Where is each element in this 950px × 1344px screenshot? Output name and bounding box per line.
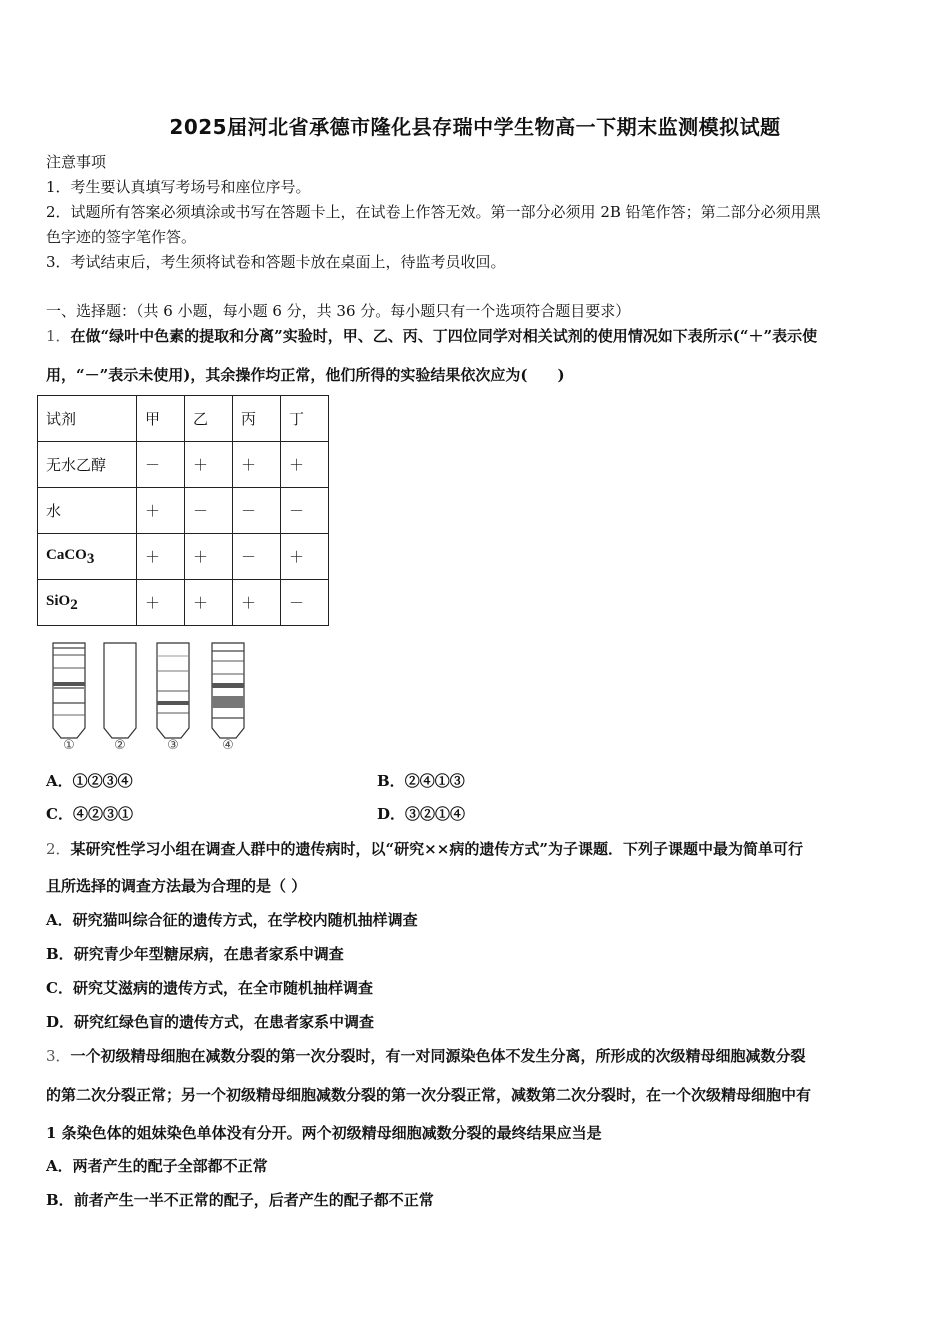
option-label: C．	[46, 979, 73, 997]
option-d	[377, 803, 465, 825]
tube-2	[104, 643, 136, 738]
tube-3	[157, 643, 189, 738]
table-row	[38, 488, 329, 534]
reagent-subscript: 2	[70, 597, 78, 613]
table-cell: ＋	[233, 442, 281, 488]
q3-option-a	[46, 1155, 268, 1177]
table-cell: ＋	[137, 534, 185, 580]
table-cell: －	[137, 442, 185, 488]
notice-item-2-cont: 色字迹的签字笔作答。	[46, 228, 197, 246]
option-c	[46, 803, 133, 825]
table-cell: －	[233, 534, 281, 580]
question-3-line-2: 的第二次分裂正常；另一个初级精母细胞减数分裂的第一次分裂正常，减数第二次分裂时，在一个次级精母细胞中有	[46, 1086, 812, 1104]
table-header-cell: 试剂	[38, 396, 137, 442]
table-cell: ＋	[233, 580, 281, 626]
option-text: 研究艾滋病的遗传方式，在全市随机抽样调查	[72, 979, 373, 997]
reagent-name	[38, 580, 137, 626]
option-label: B．	[377, 772, 405, 790]
question-1-line-1	[46, 325, 817, 347]
q3-option-b	[46, 1189, 434, 1211]
tube-label: ④	[222, 738, 234, 753]
table-cell: ＋	[137, 488, 185, 534]
table-header-cell: 丙	[233, 396, 281, 442]
table-header-cell: 乙	[185, 396, 233, 442]
question-2-line-1	[46, 838, 803, 860]
option-label: B．	[46, 945, 74, 963]
question-number: 3．	[46, 1047, 71, 1065]
table-cell: －	[233, 488, 281, 534]
question-text: 某研究性学习小组在调查人群中的遗传病时，以“研究××病的遗传方式”为子课题．下列子课题中最为简单可行	[70, 840, 803, 858]
page-title: 2025届河北省承德市隆化县存瑞中学生物高一下期末监测模拟试题	[169, 115, 781, 139]
table-cell: ＋	[281, 534, 329, 580]
notice-item-2: 2．试题所有答案必须填涂或书写在答题卡上，在试卷上作答无效。第一部分必须用 2B 铅笔作答；第二部分必须用黑	[46, 203, 821, 221]
chromatography-tubes-figure	[40, 638, 270, 753]
table-cell: ＋	[137, 580, 185, 626]
question-text: 一个初级精母细胞在减数分裂的第一次分裂时，有一对同源染色体不发生分离，所形成的次级精母细胞减数分裂	[70, 1047, 806, 1065]
table-cell: －	[281, 580, 329, 626]
table-row	[38, 534, 329, 580]
option-label: C．	[46, 805, 73, 823]
question-2-line-2: 且所选择的调查方法最为合理的是（ ）	[46, 877, 307, 895]
option-label: A．	[46, 772, 73, 790]
notice-heading: 注意事项	[46, 153, 107, 171]
option-text: 研究青少年型糖尿病，在患者家系中调查	[73, 945, 344, 963]
question-1-line-2: 用，“－”表示未使用)，其余操作均正常，他们所得的实验结果依次应为( )	[46, 366, 565, 384]
option-b	[377, 770, 465, 792]
question-text: 条染色体的姐妹染色单体没有分开。两个初级精母细胞减数分裂的最终结果应当是	[56, 1124, 602, 1142]
table-cell: －	[281, 488, 329, 534]
option-label: D．	[377, 805, 406, 823]
q2-option-c	[46, 977, 373, 999]
q2-option-d	[46, 1011, 374, 1033]
option-text: ②④①③	[404, 772, 465, 790]
option-text: ①②③④	[72, 772, 133, 790]
reagent-subscript: 3	[86, 551, 95, 567]
section-heading: 一、选择题：（共 6 小题，每小题 6 分，共 36 分。每小题只有一个选项符合题目要求）	[46, 302, 631, 320]
tube-label: ②	[114, 738, 126, 753]
reagent-formula: CaCO	[46, 547, 87, 563]
tube-label: ③	[167, 738, 179, 753]
reagent-name: 水	[38, 488, 137, 534]
option-label: D．	[46, 1013, 75, 1031]
table-header-cell: 丁	[281, 396, 329, 442]
question-3-line-1	[46, 1045, 806, 1067]
notice-item-1: 1．考生要认真填写考场号和座位序号。	[46, 178, 311, 196]
tube-1	[53, 643, 85, 738]
question-text: 在做“绿叶中色素的提取和分离”实验时，甲、乙、丙、丁四位同学对相关试剂的使用情况如下表所示(“＋”表示使	[70, 327, 818, 345]
question-count: 1	[46, 1124, 57, 1142]
option-text: 研究红绿色盲的遗传方式，在患者家系中调查	[74, 1013, 375, 1031]
reagent-table	[37, 395, 329, 626]
table-cell: ＋	[185, 580, 233, 626]
table-cell: －	[185, 488, 233, 534]
reagent-formula: SiO	[46, 593, 71, 609]
tube-4	[212, 643, 244, 738]
option-text: ④②③①	[72, 805, 133, 823]
table-header-cell: 甲	[137, 396, 185, 442]
table-cell: ＋	[185, 534, 233, 580]
option-label: B．	[46, 1191, 74, 1209]
table-row	[38, 442, 329, 488]
q2-option-b	[46, 943, 344, 965]
option-a	[46, 770, 133, 792]
table-header-row	[38, 396, 329, 442]
option-label: A．	[46, 911, 73, 929]
question-number: 1．	[46, 327, 71, 345]
option-text: 两者产生的配子全部都不正常	[72, 1157, 268, 1175]
table-cell: ＋	[281, 442, 329, 488]
table-row	[38, 580, 329, 626]
table-cell: ＋	[185, 442, 233, 488]
option-text: 前者产生一半不正常的配子，后者产生的配子都不正常	[73, 1191, 434, 1209]
tube-label: ①	[63, 738, 75, 753]
option-text: 研究猫叫综合征的遗传方式，在学校内随机抽样调查	[72, 911, 418, 929]
reagent-name: 无水乙醇	[38, 442, 137, 488]
question-3-line-3	[46, 1122, 602, 1144]
notice-item-3: 3．考试结束后，考生须将试卷和答题卡放在桌面上，待监考员收回。	[46, 253, 506, 271]
question-number: 2．	[46, 840, 71, 858]
option-text: ③②①④	[405, 805, 466, 823]
q2-option-a	[46, 909, 418, 931]
reagent-name	[38, 534, 137, 580]
option-label: A．	[46, 1157, 73, 1175]
